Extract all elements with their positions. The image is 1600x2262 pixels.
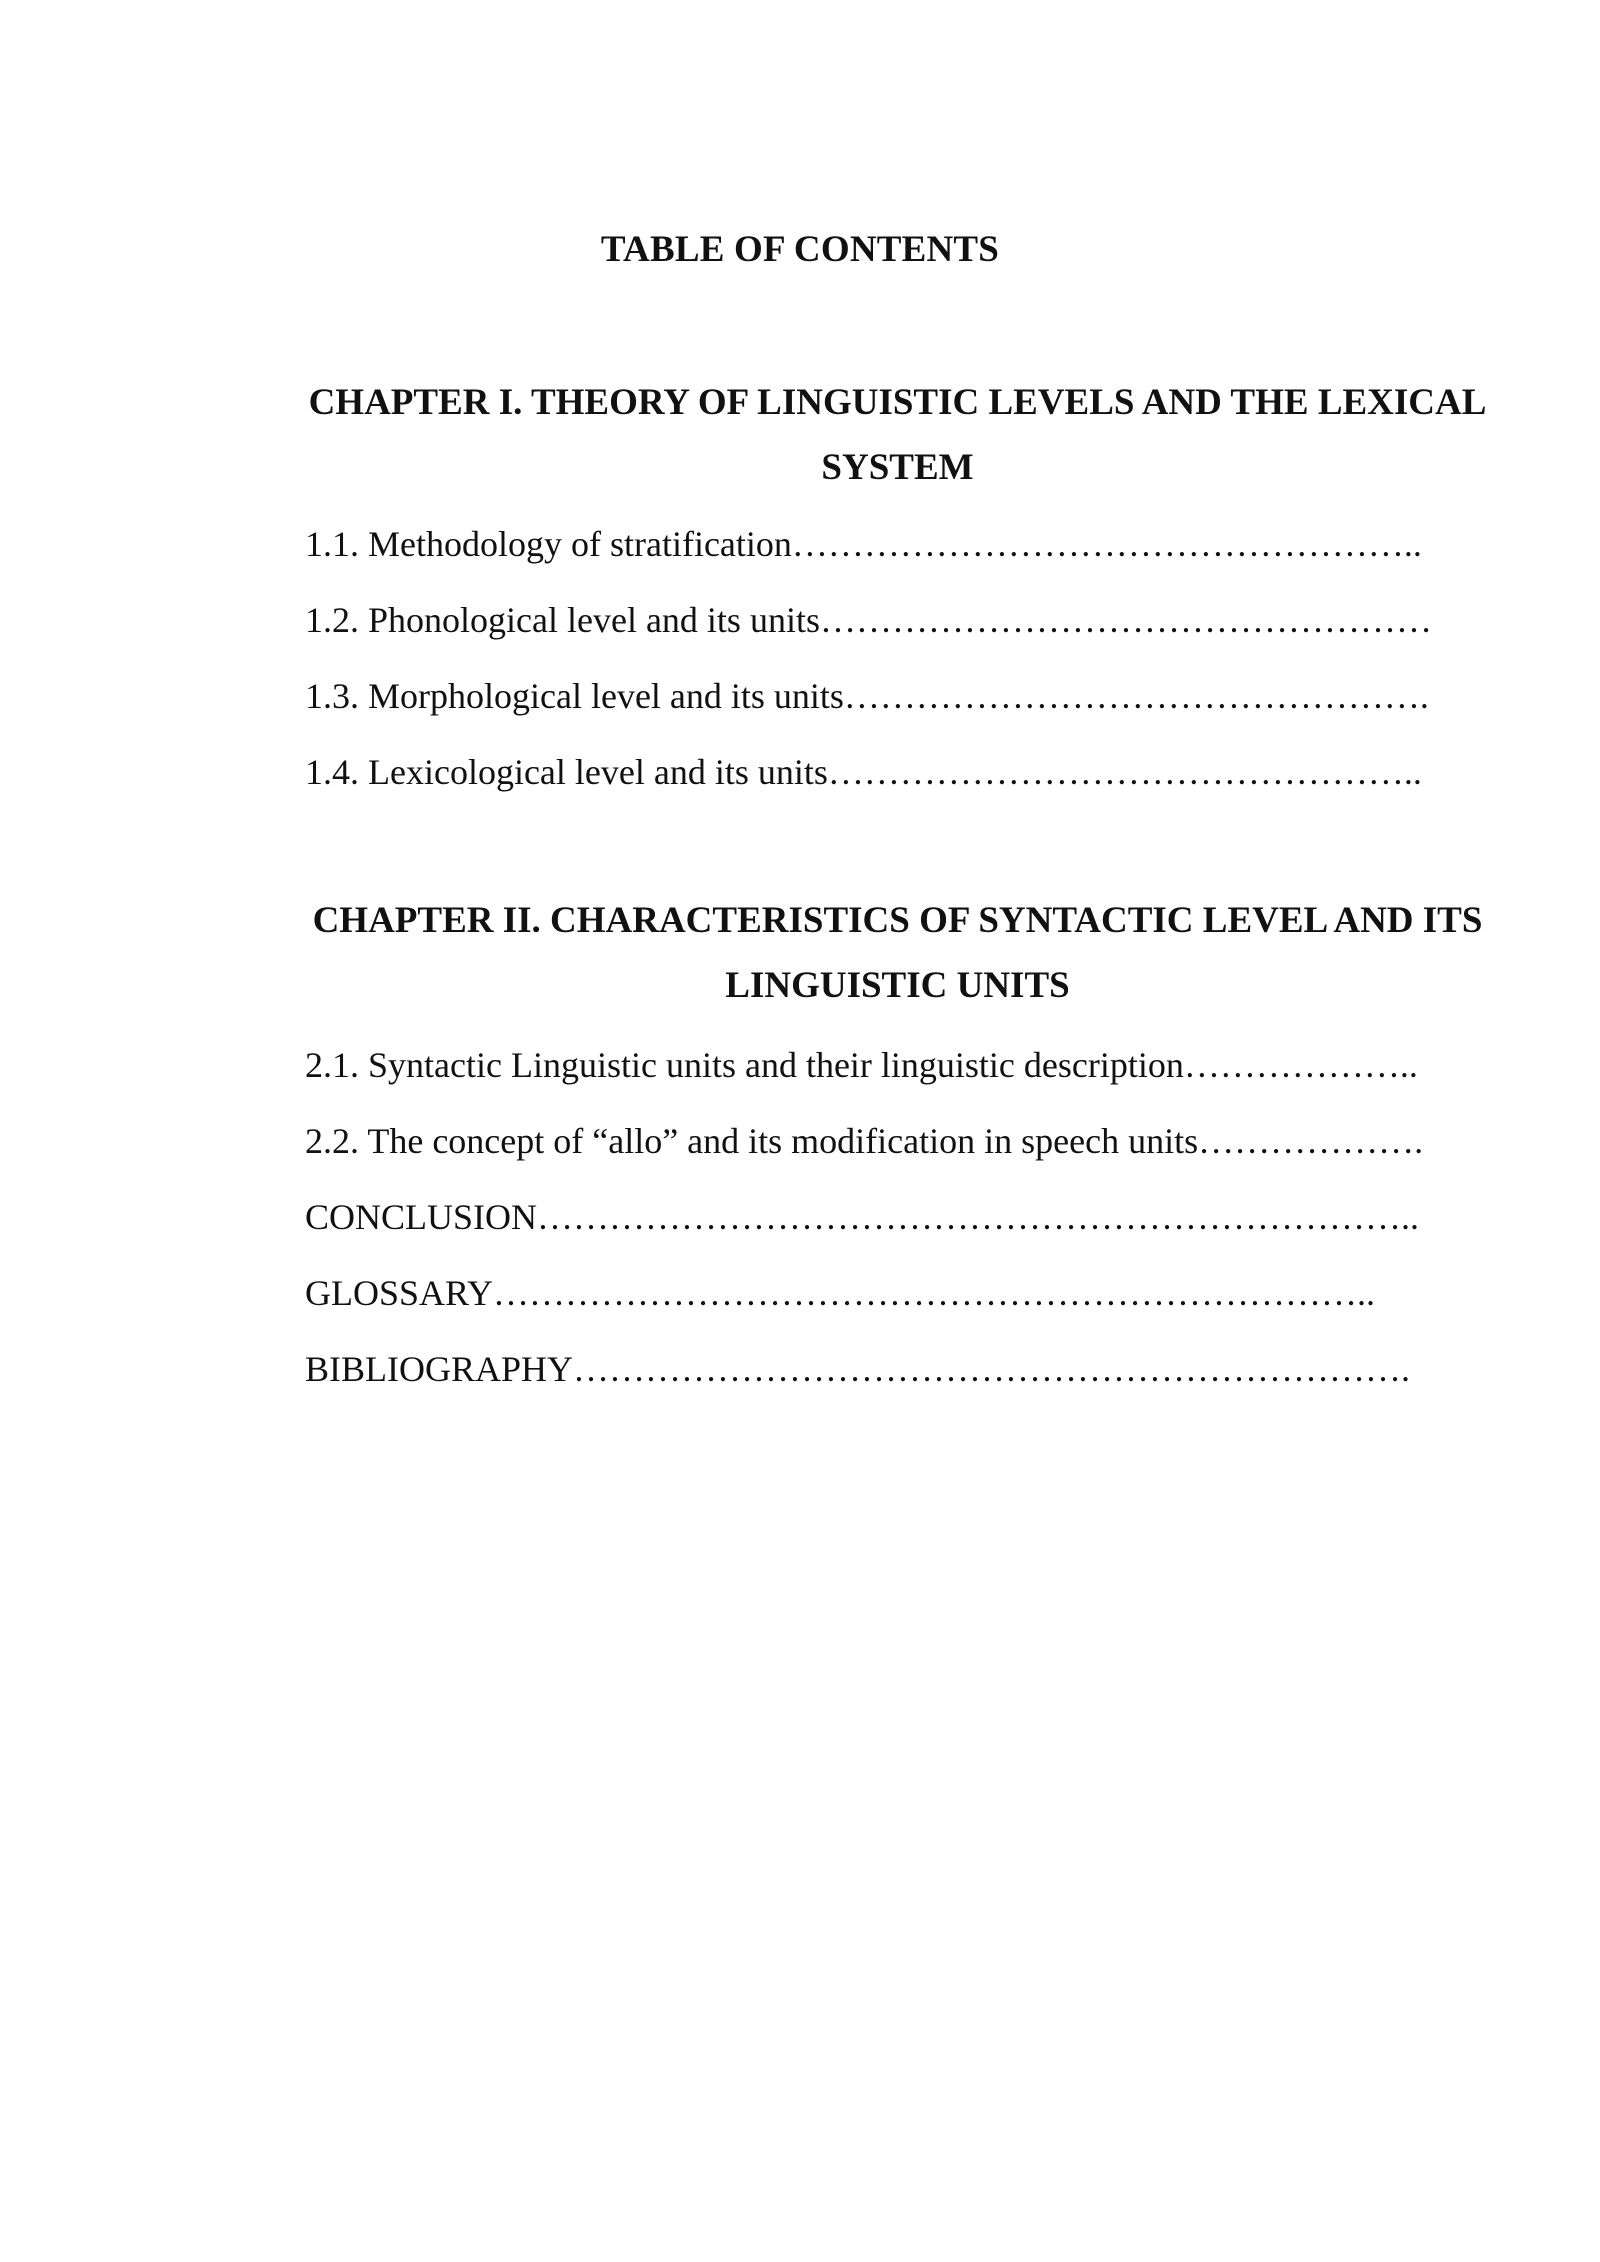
toc-entry-1-4: 1.4. Lexicological level and its units…………………………………………..: [305, 752, 1422, 792]
toc-entry-2-1: 2.1. Syntactic Linguistic units and their linguistic description………………..: [305, 1045, 1418, 1085]
chapter-2-heading: CHAPTER II. CHARACTERISTICS OF SYNTACTIC LEVEL AND ITS LINGUISTIC UNITS: [312, 900, 1483, 1006]
toc-entry-bibliography: BIBLIOGRAPHY…………………………………………………………….: [305, 1349, 1411, 1389]
toc-entry-conclusion: CONCLUSION………………………………………………………………..: [305, 1197, 1420, 1237]
chapter-1-heading: CHAPTER I. THEORY OF LINGUISTIC LEVELS AND THE LEXICAL SYSTEM: [308, 382, 1487, 488]
toc-title: TABLE OF CONTENTS: [600, 229, 1000, 270]
toc-entry-glossary: GLOSSARY………………………………………………………………..: [305, 1273, 1376, 1313]
toc-entry-1-3: 1.3. Morphological level and its units………………………………………….: [305, 676, 1429, 716]
toc-entry-2-2: 2.2. The concept of “allo” and its modification in speech units……………….: [305, 1121, 1424, 1161]
toc-entry-1-1: 1.1. Methodology of stratification……………………………………………..: [305, 524, 1422, 564]
toc-entry-1-2: 1.2. Phonological level and its units……………………………………………: [305, 600, 1432, 640]
